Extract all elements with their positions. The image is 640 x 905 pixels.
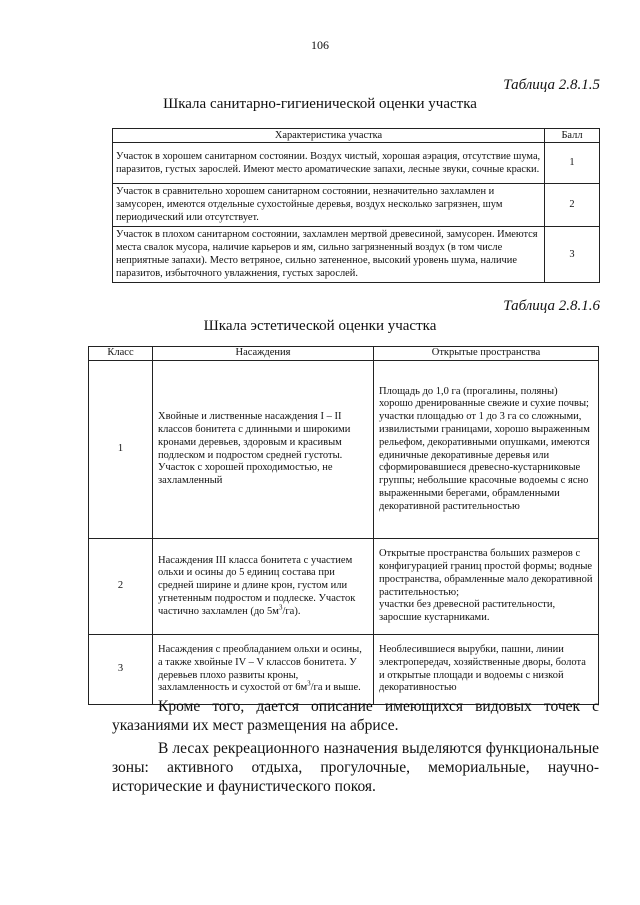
open-spaces-cell — [374, 361, 599, 539]
plantings-text: /га и выше. — [310, 682, 361, 694]
class-cell: 3 — [89, 635, 153, 705]
column-header: Насаждения — [153, 347, 374, 361]
table-row — [89, 361, 599, 539]
open-spaces-cell — [374, 539, 599, 635]
column-header: Класс — [89, 347, 153, 361]
table-row — [89, 539, 599, 635]
open-spaces-text: участки площадью от 1 до 3 га со сложными, извилистыми границами, хорошо выраженным рельефом, декоративными опушками, имеются единичные декоративные деревья или сформировавшиеся древесно-кустарниковые группы; небольшие красочные водоемы с ясно выраженными берегами, обрамленными декоративной растительностью — [379, 411, 590, 512]
table-title: Шкала эстетической оценки участка — [203, 318, 437, 334]
table-caption: Таблица 2.8.1.5 — [503, 77, 600, 93]
score-cell: 2 — [545, 184, 600, 227]
score-cell: 3 — [545, 227, 600, 283]
plantings-text: Насаждения III класса бонитета с участием ольхи и осины до 5 единиц состава при средней ширине и длине крон, густом или угнетенным подростом и подлеске. Участок частично захламлен (до 5м — [158, 554, 356, 617]
score-cell: 1 — [545, 143, 600, 184]
body-paragraph: Кроме того, дается описание имеющихся видовых точек с указаниями их мест размещения на абрисе. — [112, 698, 599, 734]
page-number: 106 — [311, 38, 329, 52]
plantings-text: Насаждения с преобладанием ольхи и осины, а также хвойные IV – V классов бонитета. У деревьев плохо развиты кроны, захламленность и сухостой от 6м — [158, 643, 362, 694]
column-header: Характеристика участка — [113, 129, 545, 143]
table-title: Шкала санитарно-гигиенической оценки участка — [163, 96, 477, 112]
characteristic-cell: Участок в плохом санитарном состоянии, захламлен мертвой древесиной, замусорен. Имеются места свалок мусора, наличие карьеров и ям, сильно загрязненный воздух (в том числе неприятные запахи). Место ветряное, сильно затененное, высокий уровень шума, наличие паразитов, избыточного увлажнения, густых зарослей. — [113, 227, 545, 283]
open-spaces-text: Площадь до 1,0 га (прогалины, поляны) хорошо дренированные свежие и сухие почвы; — [379, 385, 589, 410]
open-spaces-text: Открытые пространства больших размеров с конфигурацией границ простой формы; водные пространства, обрамленные мало декоративной растительностью; — [379, 548, 593, 598]
class-cell: 2 — [89, 539, 153, 635]
table-row — [113, 227, 600, 283]
sanitary-scale-table — [112, 128, 600, 283]
table-caption: Таблица 2.8.1.6 — [503, 298, 600, 314]
open-spaces-text: Необлесившиеся вырубки, пашни, линии электропередач, хозяйственные дворы, болота и открытые площади и водоемы с низкой декоративностью — [379, 643, 586, 694]
table-row — [113, 184, 600, 227]
characteristic-cell: Участок в сравнительно хорошем санитарном состоянии, незначительно захламлен и замусорен, имеются отдельные сухостойные деревья, воздух несколько загрязнен, шум периодический или отсутствует. — [113, 184, 545, 227]
plantings-cell — [153, 635, 374, 705]
column-header: Балл — [545, 129, 600, 143]
body-paragraph: В лесах рекреационного назначения выделяются функциональные зоны: активного отдыха, прогулочные, мемориальные, научно-исторические и фаунистического покоя. — [112, 740, 599, 795]
superscript: 3 — [307, 679, 311, 688]
characteristic-cell: Участок в хорошем санитарном состоянии. Воздух чистый, хорошая аэрация, отсутствие шума, паразитов, густых зарослей. Имеют место ароматические запахи, лесные звуки, сочные краски. — [113, 143, 545, 184]
table-row — [89, 635, 599, 705]
superscript: 3 — [278, 603, 283, 612]
plantings-text: /га). — [282, 605, 301, 617]
open-spaces-cell — [374, 635, 599, 705]
table-row — [113, 143, 600, 184]
table-header-row — [113, 129, 600, 143]
plantings-cell: Хвойные и лиственные насаждения I – II классов бонитета с длинными и широкими кронами деревьев, здоровым и красивым подлеском и подростом средней густоты. Участок с хорошей проходимостью, не захламленный — [153, 361, 374, 539]
table-header-row — [89, 347, 599, 361]
column-header: Открытые пространства — [374, 347, 599, 361]
plantings-cell — [153, 539, 374, 635]
aesthetic-scale-table — [88, 346, 599, 705]
class-cell: 1 — [89, 361, 153, 539]
open-spaces-text: участки без древесной растительности, заросшие кустарниками. — [379, 599, 556, 624]
